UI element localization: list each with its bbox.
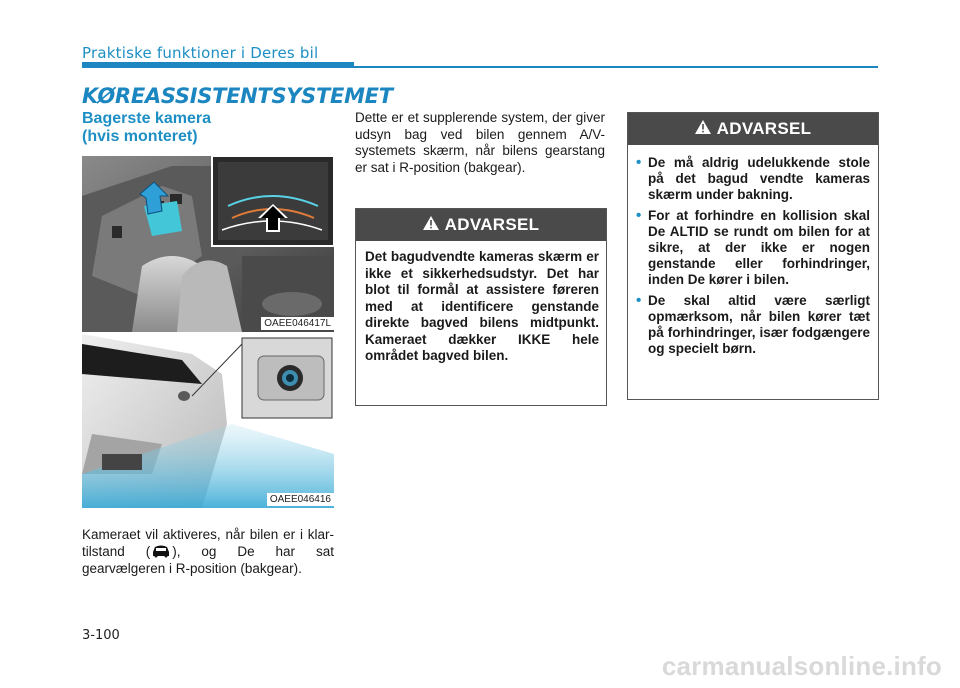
header-rule-thick bbox=[82, 62, 354, 68]
photo1-label: OAEE046417L bbox=[261, 317, 334, 330]
header-title: Praktiske funktioner i Deres bil bbox=[82, 44, 319, 62]
body-left-part1: Kameraet vil aktiveres, når bilen er i klar-tilstand ( bbox=[82, 527, 334, 559]
warning1-header bbox=[356, 209, 606, 241]
warning2-list bbox=[628, 145, 878, 357]
warning-triangle-icon bbox=[423, 215, 439, 235]
warning-box-2 bbox=[627, 112, 879, 400]
body-left-part2: ), og De har sat gearvælgeren i R-position (bakgear). bbox=[82, 544, 334, 576]
car-ready-icon bbox=[150, 544, 172, 558]
watermark: carmanualsonline.info bbox=[661, 651, 942, 681]
warning2-heading: ADVARSEL bbox=[716, 119, 812, 138]
warning-triangle-icon bbox=[695, 119, 711, 139]
warning1-text: Det bagudvendte kameras skærm er ikke et sikkerhedsudstyr. Det har blot til formål at assistere føreren med at identificere genstande direkte bagved bilens midtpunkt. Kameraet dækker IKKE hele området bagved bilen. bbox=[365, 249, 599, 363]
photo2-label: OAEE046416 bbox=[267, 493, 334, 506]
subtitle-line1: Bagerste kamera bbox=[82, 110, 211, 127]
body-middle: Dette er et supplerende system, der giver udsyn bag ved bilen gennem A/V-systemets skærm, når bilens gearstang er sat i R-position (bakgear). bbox=[355, 110, 605, 175]
page-number: 3-100 bbox=[82, 628, 120, 643]
warning2-item: • De må aldrig udelukkende stole på det bagud vendte kameras skærm under bakning. bbox=[636, 155, 870, 203]
header-rule-thin bbox=[354, 66, 878, 68]
warning2-item: • For at forhindre en kollision skal De ALTID se rundt om bilen for at sikre, at der ikke er nogen genstande eller forhindringer, inden De kører i bilen. bbox=[636, 208, 870, 288]
warning1-heading: ADVARSEL bbox=[444, 215, 540, 234]
body-left bbox=[82, 526, 334, 577]
warning2-header bbox=[628, 113, 878, 145]
photo-gear-selector bbox=[82, 156, 334, 332]
warning-box-1 bbox=[355, 208, 607, 406]
photo-rear-camera bbox=[82, 334, 334, 508]
warning2-item: • De skal altid være særligt opmærksom, når bilen kører tæt på forhindringer, især fodgængere og specielt børn. bbox=[636, 293, 870, 357]
section-title: KØREASSISTENTSYSTEMET bbox=[82, 84, 393, 108]
subtitle-line2: (hvis monteret) bbox=[82, 128, 198, 145]
subtitle bbox=[82, 110, 211, 146]
